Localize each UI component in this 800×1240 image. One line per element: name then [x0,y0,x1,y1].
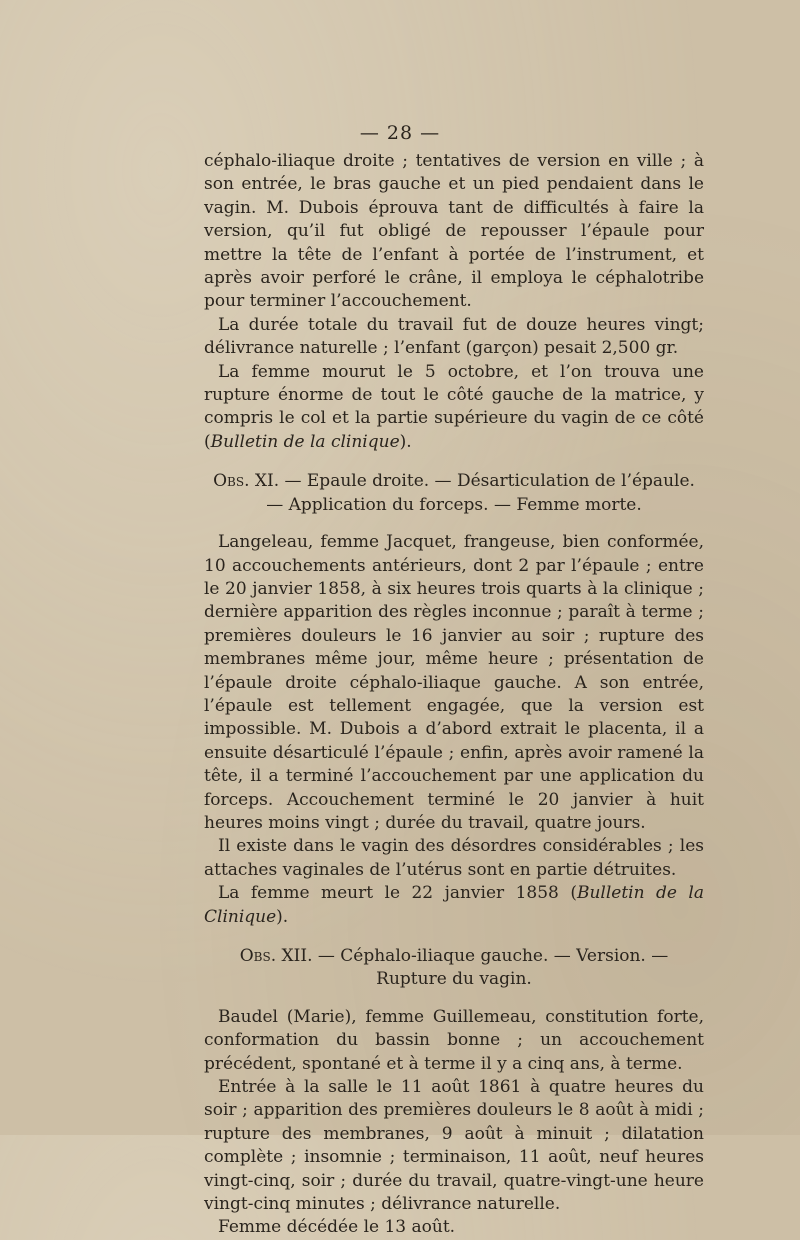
citation: Bulletin de la Clinique [204,883,704,927]
obs-label: Obs [239,946,271,966]
paragraph: La durée totale du travail fut de douze heures vingt; délivrance naturelle ; l’enfant (garçon) pesait 2,500 gr. [204,314,704,359]
citation: Bulletin de la clinique [210,431,400,452]
paragraph [204,882,704,929]
paragraph: Il existe dans le vagin des désordres considérables ; les attaches vaginales de l’utérus sont en partie détruites. [204,836,704,880]
paragraph-text: ). [399,431,412,452]
paragraph: Baudel (Marie), femme Guillemeau, constitution forte, conformation du bassin bonne ; un accouchement précédent, spontané et à terme il y a cinq ans, à terme. [204,1006,704,1074]
obs-label: Obs [213,471,245,492]
paragraph-text: La femme meurt le 22 janvier 1858 ( [218,883,577,904]
paragraph: Femme décédée le 13 août. [218,1217,456,1238]
obs-title: . XI. — Epaule droite. — Désarticulation de l’épaule. — Application du forceps. — Femme morte. [244,471,695,515]
paragraph: Entrée à la salle le 11 août 1861 à quatre heures du soir ; apparition des premières douleurs le 8 août à midi ; rupture des membranes, 9 août à minuit ; dilatation complète ; insomnie ; terminaison, 11 août, neuf heures vingt-cinq, soir ; durée du travail, quatre-vingt-une heure vingt-cinq minutes ; délivrance naturelle. [204,1077,704,1215]
paragraph-text: La femme mourut le 5 octobre, et l’on trouva une rupture énorme de tout le côté gauche de la matrice, y compris le col et la partie supérieure du vagin de ce côté ( [204,361,704,452]
observation-heading [204,470,704,517]
obs-title: . XII. — Céphalo-iliaque gauche. — Version. — Rupture du vagin. [270,946,669,990]
paragraph: Langeleau, femme Jacquet, frangeuse, bien conformée, 10 accouchements antérieurs, dont 2 par l’épaule ; entre le 20 janvier 1858, à six heures trois quarts à la clinique ; dernière apparition des règles inconnue ; paraît à terme ; premières douleurs le 16 janvier au soir ; rupture des membranes même jour, même heure ; présentation de l’épaule droite céphalo-iliaque gauche. A son entrée, l’épaule est tellement engagée, que la version est impossible. M. Dubois a d’abord extrait le placenta, il a ensuite désarticulé l’épaule ; enfin, après avoir ramené la tête, il a terminé l’accouchement par une application du forceps. Accouchement terminé le 20 janvier à huit heures moins vingt ; durée du travail, quatre jours. [204,532,704,833]
page-number: — 28 — [359,122,441,144]
paragraph [204,361,704,455]
body-text [204,150,704,1240]
paragraph-text: ). [276,906,289,927]
observation-heading [204,945,704,992]
paragraph: céphalo-iliaque droite ; tentatives de version en ville ; à son entrée, le bras gauche et un pied pendaient dans le vagin. M. Dubois éprouva tant de difficultés à faire la version, qu’il fut obligé de repousser l’épaule pour mettre la tête de l’enfant à portée de l’instrument, et après avoir perforé le crâne, il employa le céphalotribe pour terminer l’accouchement. [204,151,704,312]
